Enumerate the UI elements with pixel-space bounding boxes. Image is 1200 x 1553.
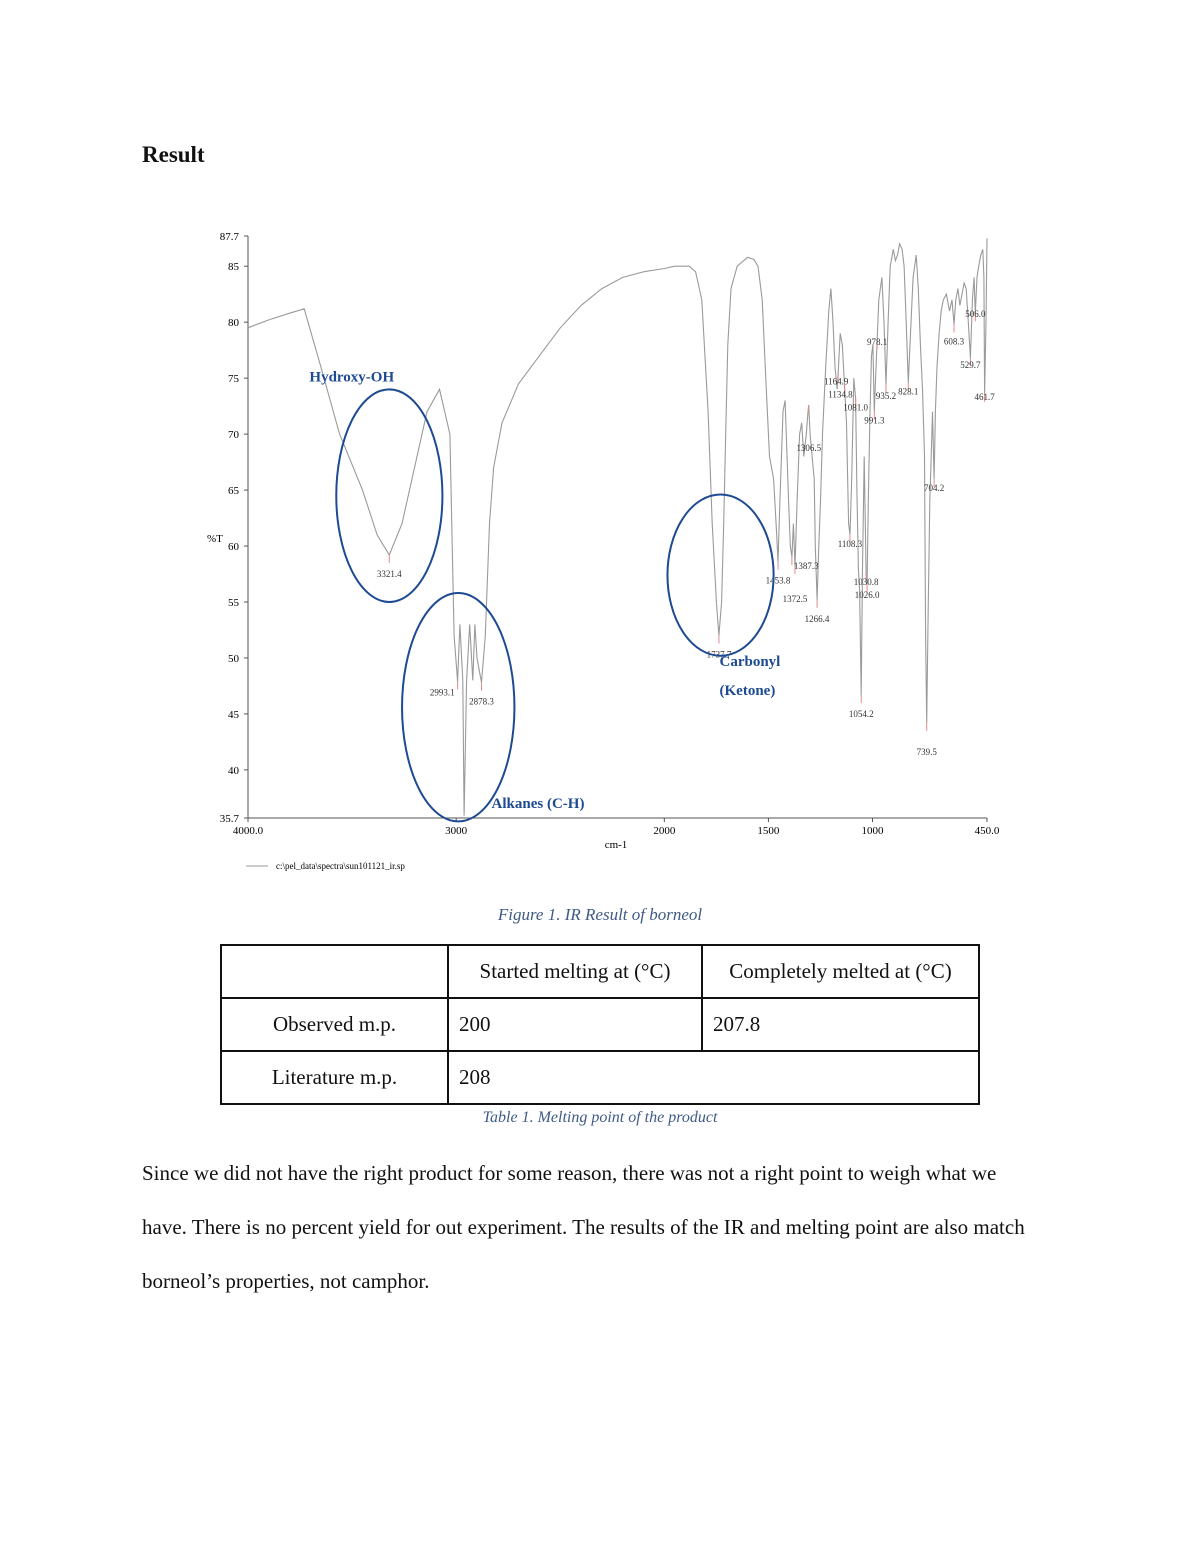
- peak-label: 828.1: [898, 386, 919, 397]
- section-heading: Result: [142, 142, 205, 167]
- y-tick-label: 87.7: [219, 231, 239, 243]
- peak-label: 1054.2: [848, 708, 874, 719]
- chart-axes: [248, 236, 987, 818]
- peak-label: 978.1: [866, 337, 888, 348]
- peak-label: 1081.0: [843, 402, 869, 413]
- table-header-cell: Completely melted at (°C): [702, 945, 979, 998]
- y-tick-label: 65: [228, 485, 239, 498]
- discussion-paragraph: Since we did not have the right product for some reason, there was not a right point to weigh what we have. There is no percent yield for out experiment. The results of the IR and melting point are also match borneol’s properties, not camphor.: [142, 1161, 1025, 1293]
- peak-label: 608.3: [943, 336, 965, 347]
- table-cell: Observed m.p.: [221, 998, 448, 1051]
- peak-label: 1134.8: [828, 389, 853, 400]
- table-header-row: [221, 945, 979, 998]
- y-axis-label: %T: [207, 533, 223, 545]
- peak-label: 991.3: [864, 415, 885, 426]
- peak-label: 935.2: [875, 390, 897, 401]
- y-tick-label: 60: [228, 541, 239, 554]
- peak-label: 529.7: [960, 359, 981, 370]
- y-tick-label: 45: [228, 708, 239, 721]
- y-tick-label: 80: [228, 317, 239, 330]
- x-axis-label: cm-1: [604, 839, 628, 851]
- legend-label: c:\pel_data\spectra\sun101121_ir.sp: [276, 861, 405, 871]
- melting-point-table: [220, 944, 980, 1105]
- table-caption: Table 1. Melting point of the product: [482, 1109, 718, 1126]
- annotation-ellipse: [402, 593, 514, 821]
- peak-label: 2993.1: [429, 687, 455, 698]
- annotation-label: (Ketone): [719, 682, 776, 699]
- table-cell: 208: [448, 1051, 979, 1104]
- y-tick-label: 70: [228, 429, 239, 442]
- peak-label: 1266.4: [804, 613, 830, 624]
- peak-label: 1737.7: [706, 649, 732, 660]
- x-tick-label: 4000.0: [232, 825, 264, 837]
- peak-label: 1030.8: [853, 576, 879, 587]
- peak-labels: [377, 309, 995, 757]
- peak-label: 3321.4: [376, 568, 402, 579]
- peak-label: 739.5: [916, 746, 937, 757]
- table-cell: 200: [448, 998, 702, 1051]
- y-tick-label: 40: [228, 764, 239, 777]
- x-tick-label: 3000: [445, 825, 468, 837]
- figure-caption: Figure 1. IR Result of borneol: [497, 905, 703, 924]
- peak-label: 1387.3: [793, 561, 819, 572]
- annotation-label: Alkanes (C-H): [491, 795, 585, 812]
- table-cell: 207.8: [702, 998, 979, 1051]
- x-tick-label: 1000: [861, 825, 884, 837]
- x-tick-label: 450.0: [974, 825, 1000, 837]
- peak-label: 1108.3: [837, 538, 863, 549]
- annotation-label: Carbonyl: [719, 653, 781, 670]
- peak-label: 1026.0: [854, 590, 880, 601]
- peak-label: 1306.5: [796, 443, 822, 454]
- peak-label: 1372.5: [782, 594, 808, 605]
- annotation-label: Hydroxy-OH: [309, 369, 395, 386]
- x-tick-label: 1500: [757, 825, 780, 837]
- peak-label: 461.7: [974, 391, 995, 402]
- table-row: [221, 1051, 979, 1104]
- handwritten-annotations: [309, 370, 780, 822]
- y-tick-label: 35.7: [219, 813, 239, 825]
- peak-label: 1453.8: [765, 575, 791, 586]
- table-header-cell: Started melting at (°C): [448, 945, 702, 998]
- peak-label: 506.0: [965, 309, 986, 320]
- peak-label: 704.2: [923, 482, 945, 493]
- spectrum-line: [248, 238, 987, 816]
- x-tick-label: 2000: [653, 825, 676, 837]
- chart-ticks: [220, 231, 1000, 837]
- table-header-cell: [221, 945, 448, 998]
- y-tick-label: 75: [228, 373, 239, 386]
- y-tick-label: 50: [228, 652, 239, 665]
- annotation-ellipse: [667, 495, 773, 656]
- table-cell: Literature m.p.: [221, 1051, 448, 1104]
- peak-label: 1164.9: [823, 376, 849, 387]
- table-row: [221, 998, 979, 1051]
- y-tick-label: 55: [228, 596, 239, 609]
- ir-spectrum-chart: [190, 222, 1020, 882]
- y-tick-label: 85: [228, 261, 239, 274]
- peak-label: 2878.3: [469, 696, 494, 707]
